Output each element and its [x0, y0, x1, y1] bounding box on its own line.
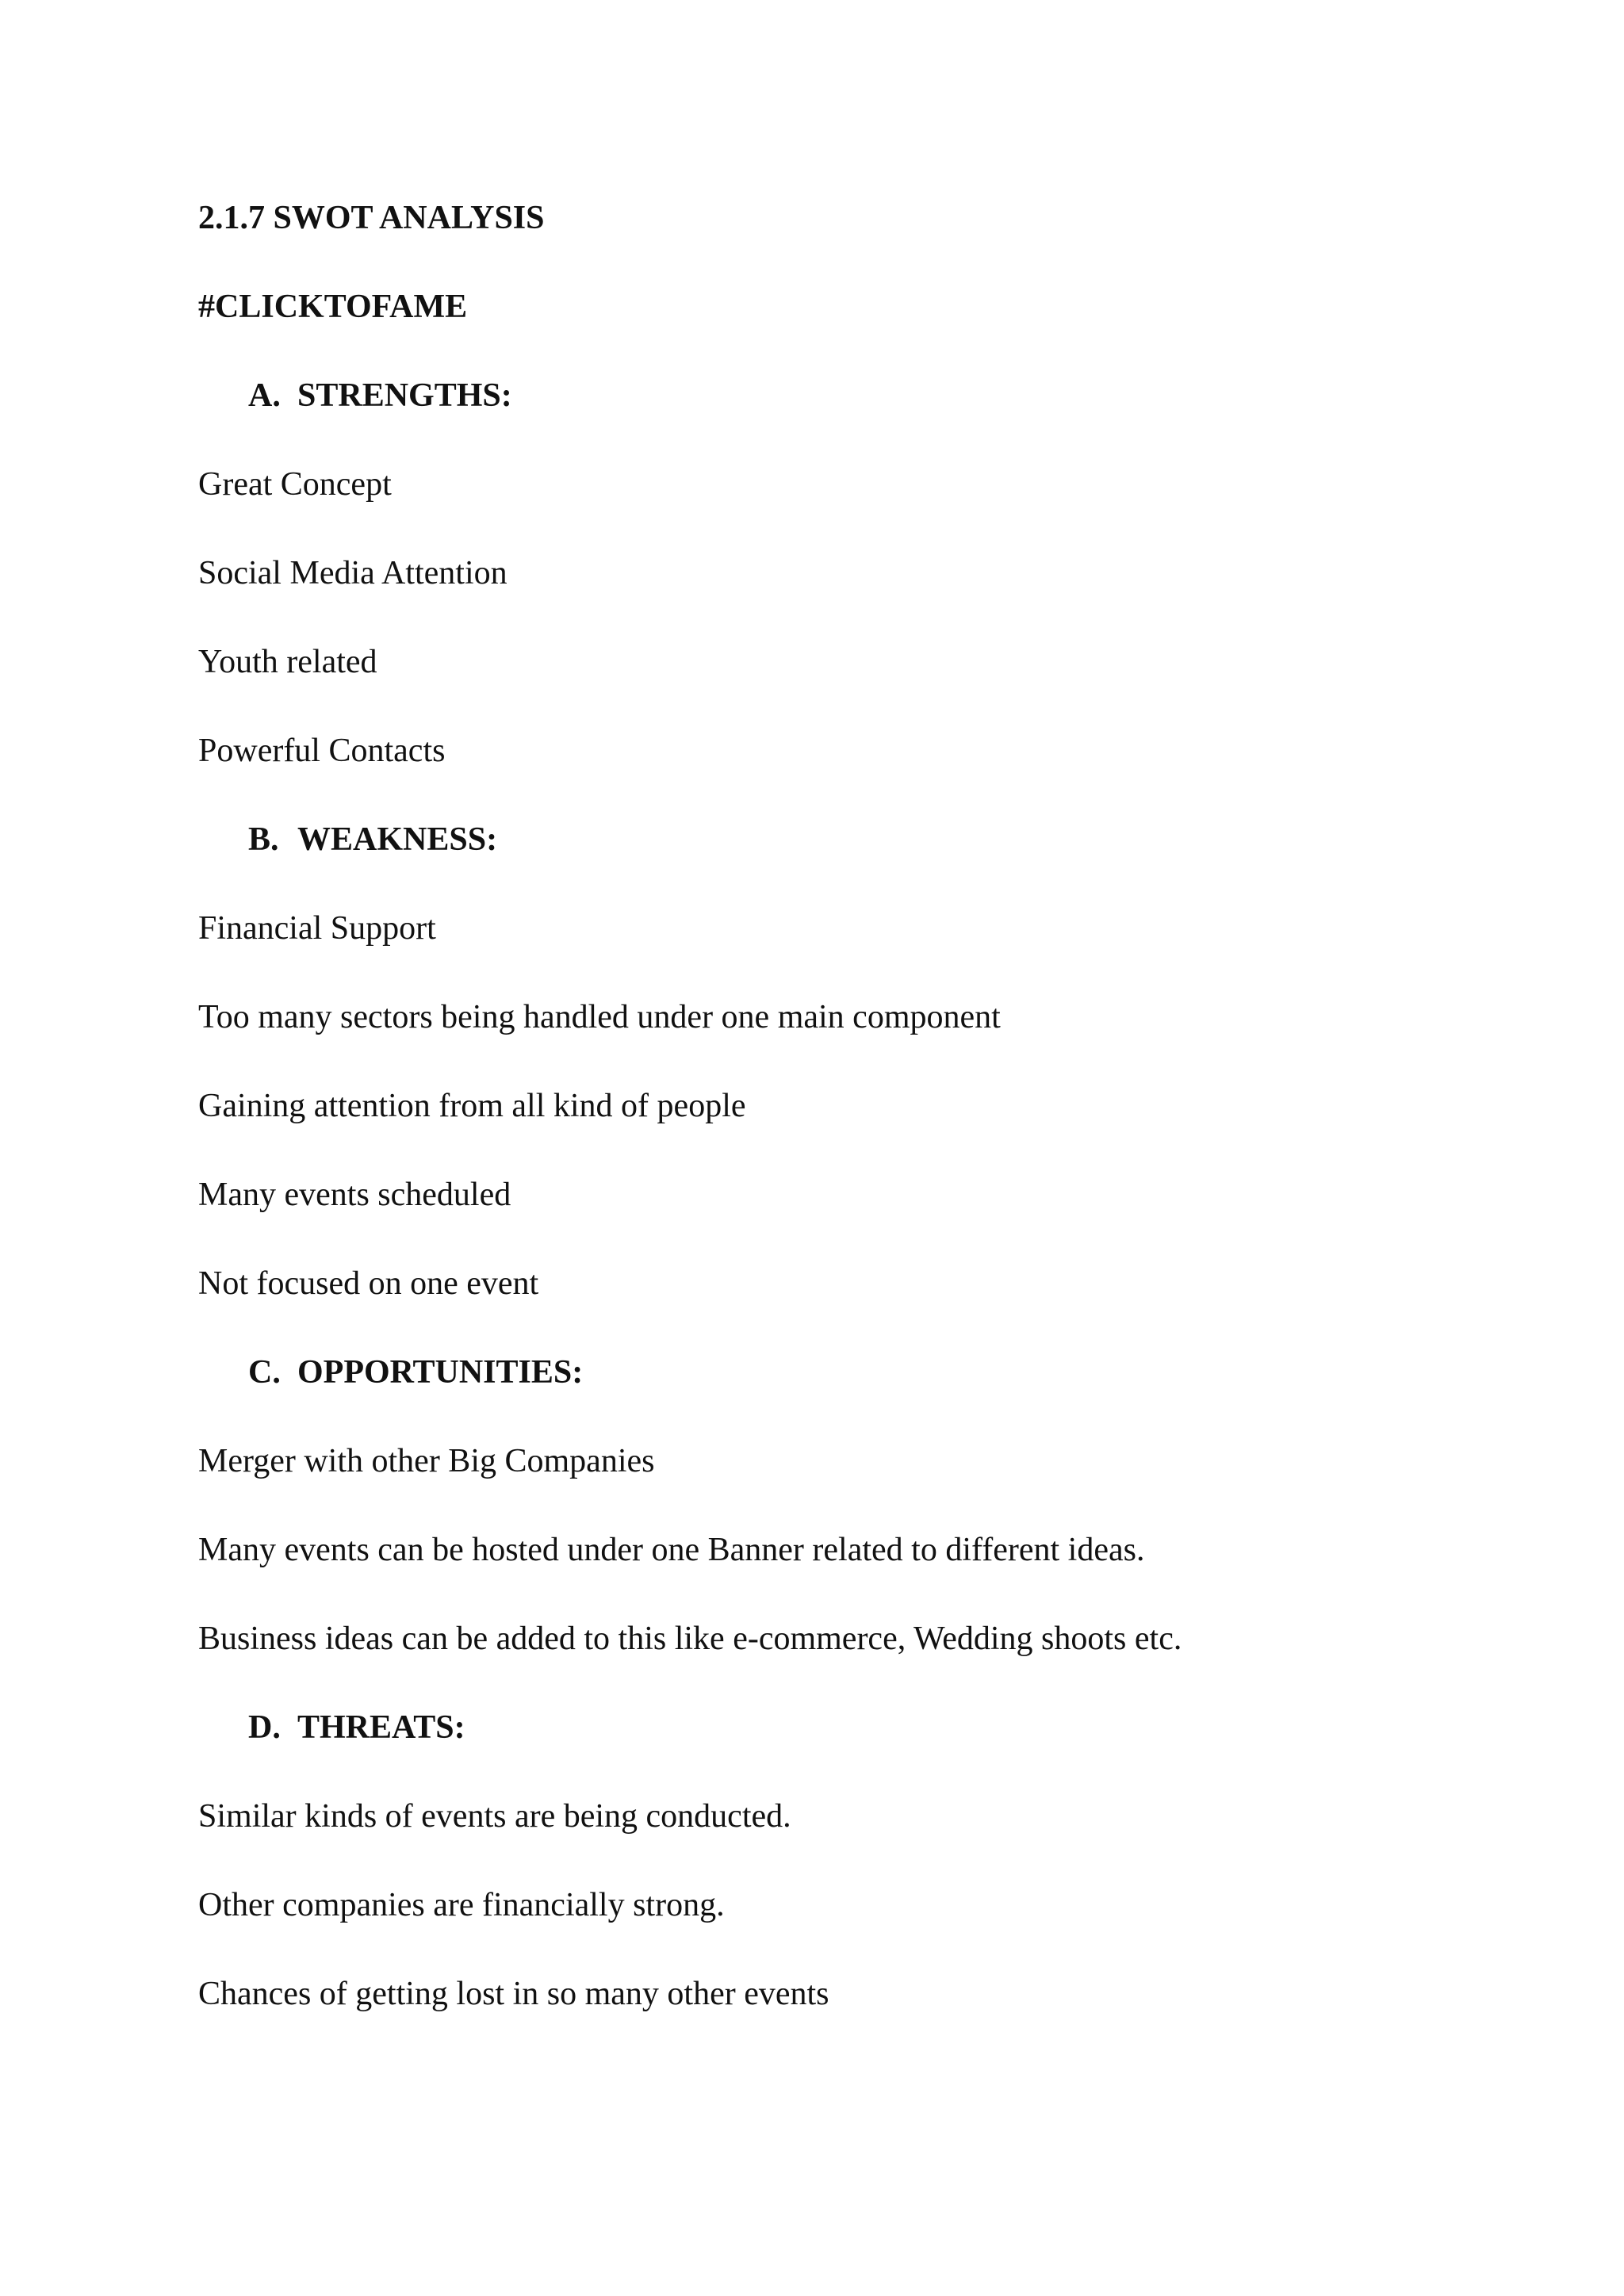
strength-item: Youth related — [198, 644, 377, 680]
strengths-marker: A. — [248, 377, 281, 414]
subject-title: #CLICKTOFAME — [198, 289, 468, 325]
weakness-marker: B. — [248, 821, 279, 858]
threats-heading-text: THREATS: — [297, 1709, 465, 1746]
threats-heading — [248, 1708, 465, 1747]
weakness-item: Financial Support — [198, 910, 436, 947]
strength-item: Social Media Attention — [198, 555, 508, 591]
strength-item: Great Concept — [198, 466, 392, 503]
strength-item: Powerful Contacts — [198, 733, 446, 769]
opportunities-heading — [248, 1353, 583, 1392]
opportunities-heading-text: OPPORTUNITIES: — [297, 1354, 584, 1391]
threat-item: Similar kinds of events are being conducted. — [198, 1798, 791, 1835]
strengths-heading — [248, 376, 512, 415]
weakness-item: Too many sectors being handled under one main component — [198, 999, 1001, 1035]
weakness-item: Not focused on one event — [198, 1265, 539, 1302]
weakness-heading — [248, 820, 497, 859]
opportunities-marker: C. — [248, 1354, 281, 1391]
strengths-heading-text: STRENGTHS: — [297, 377, 512, 414]
weakness-item: Gaining attention from all kind of people — [198, 1088, 746, 1124]
threat-item: Chances of getting lost in so many other events — [198, 1976, 829, 2012]
threats-marker: D. — [248, 1709, 281, 1746]
opportunity-item: Many events can be hosted under one Banner related to different ideas. — [198, 1532, 1145, 1568]
threat-item: Other companies are financially strong. — [198, 1887, 725, 1923]
section-title: 2.1.7 SWOT ANALYSIS — [198, 200, 545, 236]
weakness-heading-text: WEAKNESS: — [297, 821, 498, 858]
opportunity-item: Business ideas can be added to this like e-commerce, Wedding shoots etc. — [198, 1621, 1182, 1657]
weakness-item: Many events scheduled — [198, 1177, 511, 1213]
opportunity-item: Merger with other Big Companies — [198, 1443, 655, 1479]
